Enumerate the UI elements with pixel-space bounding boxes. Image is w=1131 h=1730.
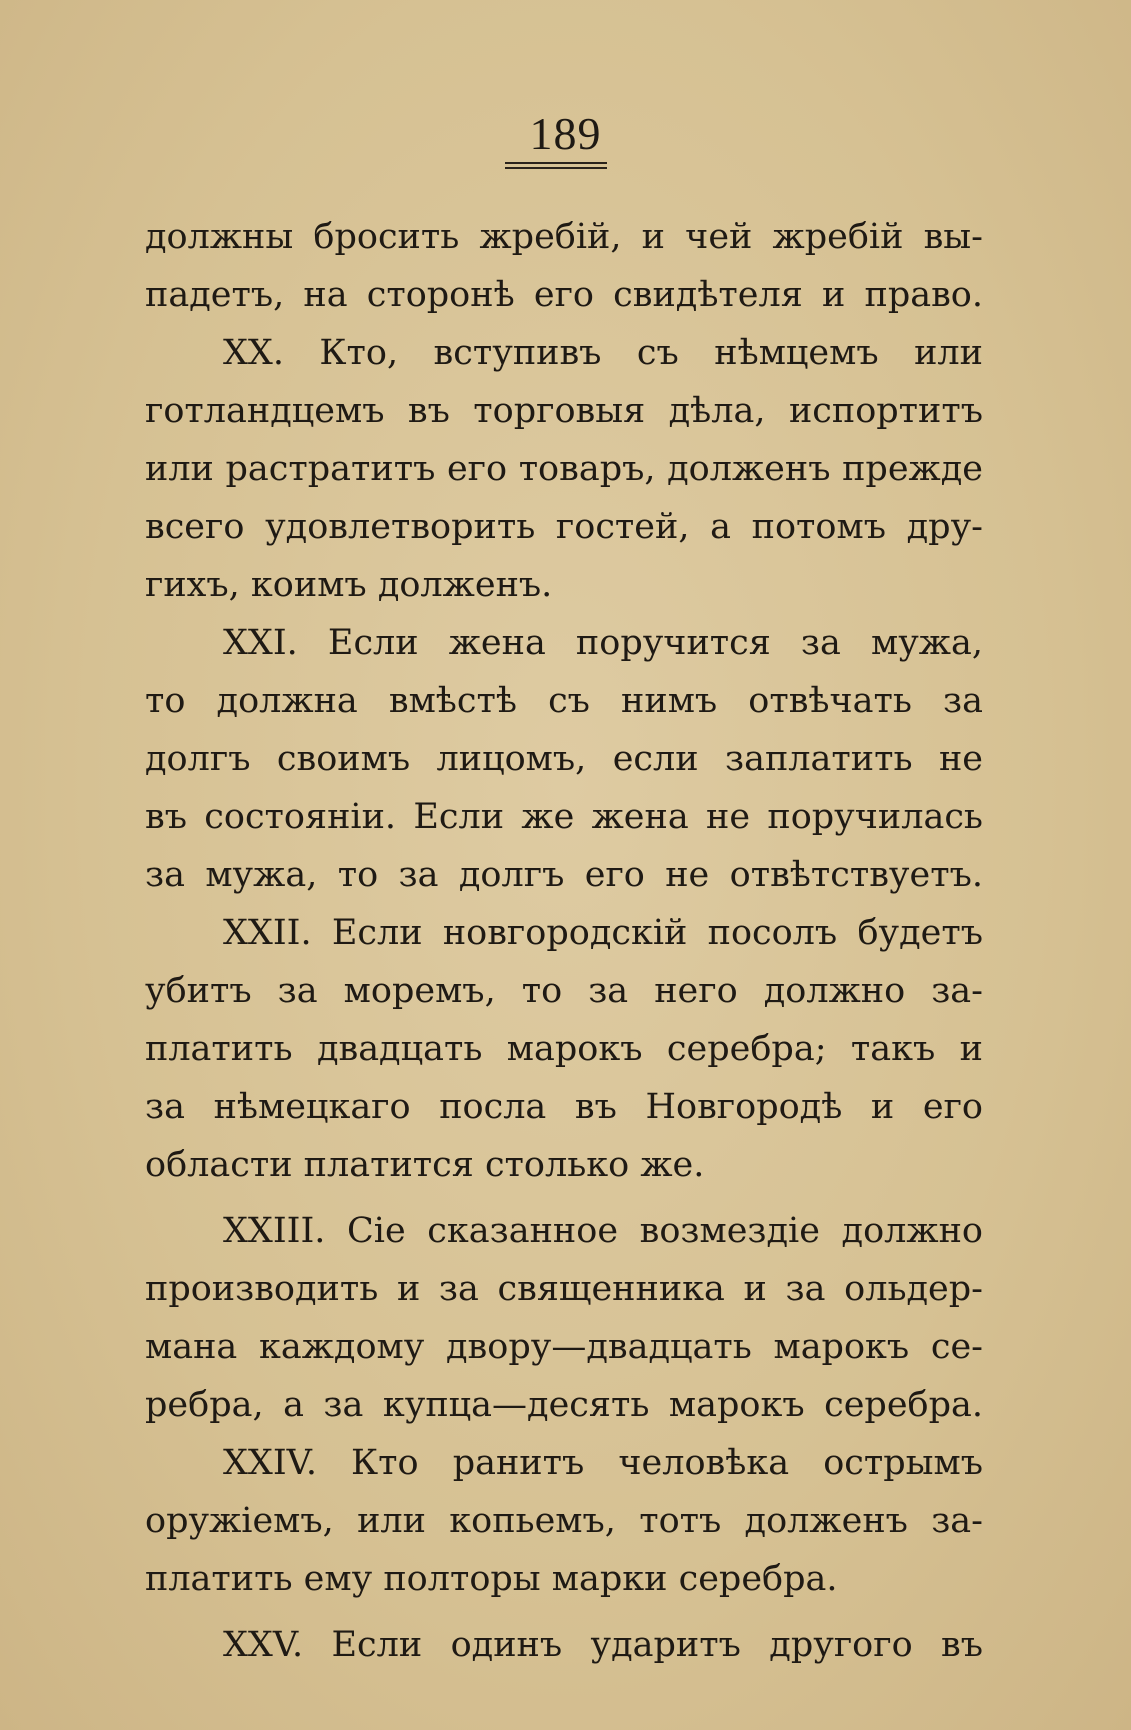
text-line: производить и за священника и за ольдер-: [145, 1269, 983, 1309]
text-line: всего удовлетворить гостей, а потомъ дру-: [145, 507, 983, 547]
text-line: ребра, а за купца—десять марокъ серебра.: [145, 1385, 983, 1425]
article-22-start: XXII. Если новгородскій посолъ будетъ: [223, 913, 983, 953]
text-line: готландцемъ въ торговыя дѣла, испортитъ: [145, 391, 983, 431]
header-rule-bottom: [505, 167, 607, 169]
text-line: гихъ, коимъ долженъ.: [145, 565, 553, 605]
text-line: мана каждому двору—двадцать марокъ се-: [145, 1327, 983, 1367]
article-23-start: XXIII. Сіе сказанное возмездіе должно: [223, 1211, 983, 1251]
text-line: за мужа, то за долгъ его не отвѣтствуетъ.: [145, 855, 983, 895]
text-line: убитъ за моремъ, то за него должно за-: [145, 971, 983, 1011]
article-20-start: XX. Кто, вступивъ съ нѣмцемъ или: [223, 333, 983, 373]
text-line: платить двадцать марокъ серебра; такъ и: [145, 1029, 983, 1069]
text-line: долгъ своимъ лицомъ, если заплатить не: [145, 739, 983, 779]
text-line: въ состояніи. Если же жена не поручилась: [145, 797, 983, 837]
text-line: оружіемъ, или копьемъ, тотъ долженъ за-: [145, 1501, 983, 1541]
text-line: падетъ, на сторонѣ его свидѣтеля и право.: [145, 275, 983, 315]
text-line: области платится столько же.: [145, 1145, 705, 1185]
body-text: [145, 208, 983, 1674]
text-line: платить ему полторы марки серебра.: [145, 1559, 838, 1599]
article-24-start: XXIV. Кто ранитъ человѣка острымъ: [223, 1443, 983, 1483]
header-rule-top: [505, 162, 607, 164]
article-21-start: XXI. Если жена поручится за мужа,: [223, 623, 983, 663]
text-line: за нѣмецкаго посла въ Новгородѣ и его: [145, 1087, 983, 1127]
text-line: или растратитъ его товаръ, долженъ прежде: [145, 449, 983, 489]
article-25-start: XXV. Если одинъ ударитъ другого въ: [223, 1625, 983, 1665]
text-line: должны бросить жребій, и чей жребій вы-: [145, 217, 983, 257]
text-line: то должна вмѣстѣ съ нимъ отвѣчать за: [145, 681, 983, 721]
page-number: 189: [529, 108, 602, 159]
